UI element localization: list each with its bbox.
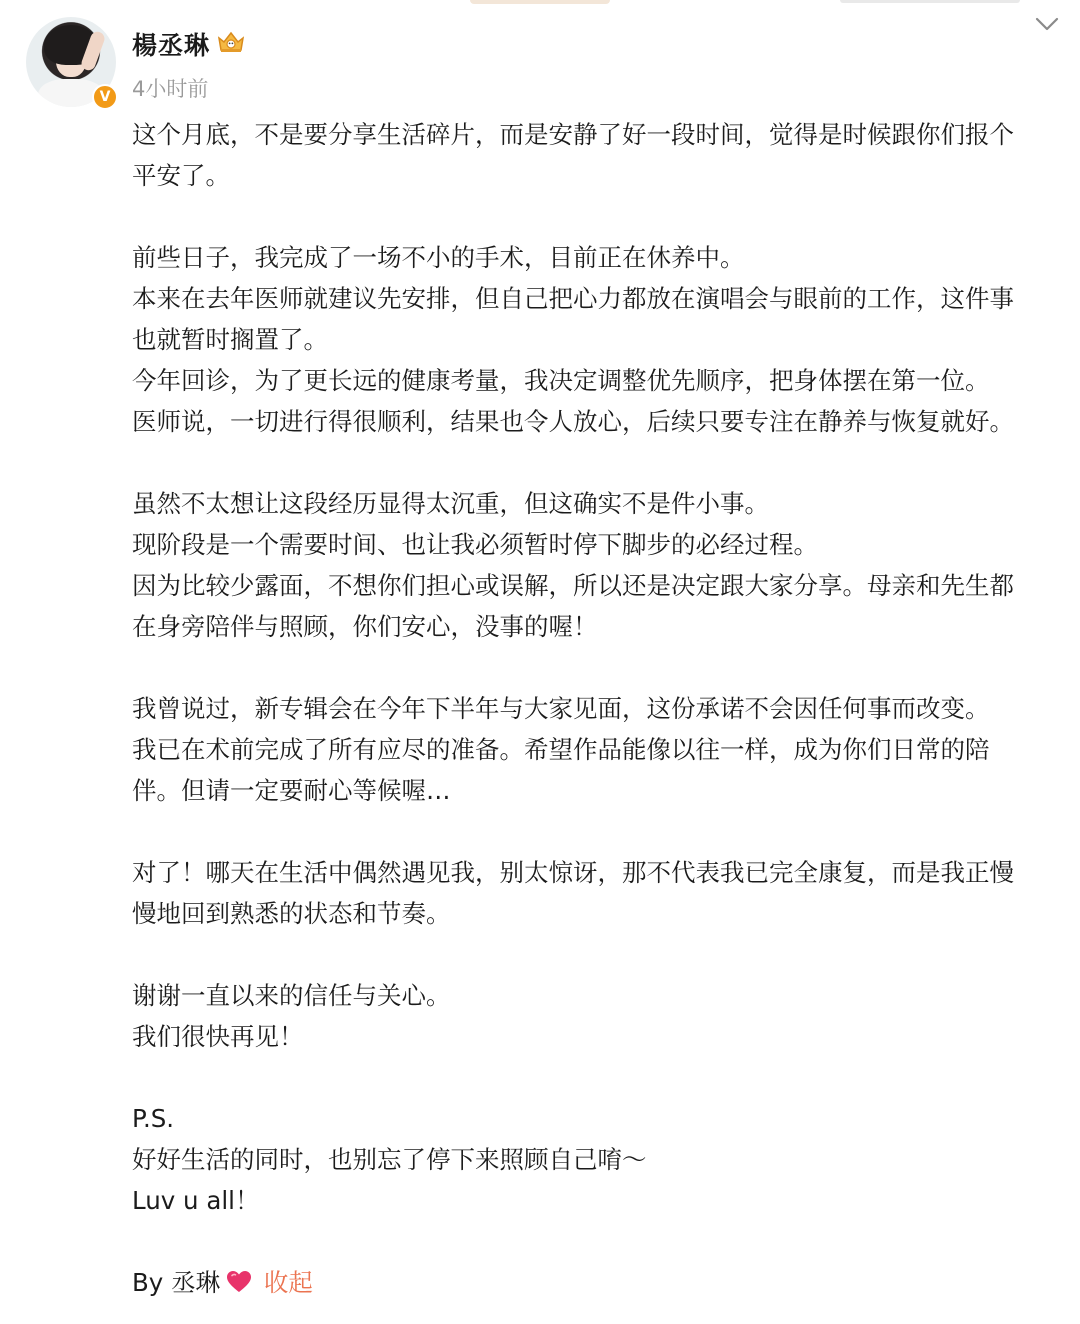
text-line: 前些日子，我完成了一场不小的手术，目前正在休养中。: [132, 243, 745, 272]
text-line: 虽然不太想让这段经历显得太沉重，但这确实不是件小事。: [132, 489, 769, 518]
paragraph: [132, 483, 1067, 647]
text-line: 好好生活的同时，也别忘了停下来照顾自己唷～: [132, 1145, 647, 1174]
text-line: 因为比较少露面，不想你们担心或误解，所以还是决定跟大家分享。母亲和先生都: [132, 571, 1014, 600]
text-line: 在身旁陪伴与照顾，你们安心，没事的喔！: [132, 612, 598, 641]
text-line: 我曾说过，新专辑会在今年下半年与大家见面，这份承诺不会因任何事而改变。: [132, 694, 990, 723]
text-line: 也就暂时搁置了。: [132, 325, 328, 354]
author-name[interactable]: 楊丞琳: [132, 31, 211, 60]
collapse-link[interactable]: 收起: [263, 1268, 313, 1297]
text-line: 平安了。: [132, 161, 230, 190]
text-line: 本来在去年医师就建议先安排，但自己把心力都放在演唱会与眼前的工作，这件事: [132, 284, 1014, 313]
vip-crown-icon[interactable]: [216, 29, 246, 55]
chevron-down-icon[interactable]: [1034, 14, 1060, 34]
text-line: 对了！哪天在生活中偶然遇见我，别太惊讶，那不代表我已完全康复，而是我正慢: [132, 858, 1014, 887]
text-line: P.S.: [132, 1104, 175, 1133]
text-line: 今年回诊，为了更长远的健康考量，我决定调整优先顺序，把身体摆在第一位。: [132, 366, 990, 395]
text-line: 谢谢一直以来的信任与关心。: [132, 981, 451, 1010]
text-line: 医师说，一切进行得很顺利，结果也令人放心，后续只要专注在静养与恢复就好。: [132, 407, 1014, 436]
signoff-prefix: By: [132, 1268, 164, 1297]
text-line: 伴。但请一定要耐心等候喔…: [132, 776, 451, 805]
paragraph: [132, 975, 1067, 1057]
text-line: 慢地回到熟悉的状态和节奏。: [132, 899, 451, 928]
post-header: [0, 0, 1080, 115]
paragraph: [132, 1098, 1067, 1221]
text-line: 现阶段是一个需要时间、也让我必须暂时停下脚步的必经过程。: [132, 530, 818, 559]
paragraph: [132, 114, 1067, 196]
text-line: 我已在术前完成了所有应尽的准备。希望作品能像以往一样，成为你们日常的陪: [132, 735, 990, 764]
post-timestamp: 4小时前: [132, 77, 209, 101]
post-body: [132, 114, 1067, 1303]
signoff-name: 丞琳: [171, 1268, 221, 1297]
text-line: 这个月底，不是要分享生活碎片，而是安静了好一段时间，觉得是时候跟你们报个: [132, 120, 1014, 149]
text-line: Luv u all！: [132, 1186, 260, 1215]
signoff-line: [132, 1262, 1067, 1303]
heart-icon: [226, 1270, 252, 1294]
text-line: 我们很快再见！: [132, 1022, 304, 1051]
paragraph: [132, 852, 1067, 934]
paragraph: [132, 688, 1067, 811]
verified-icon: V: [92, 84, 118, 110]
paragraph: [132, 237, 1067, 442]
